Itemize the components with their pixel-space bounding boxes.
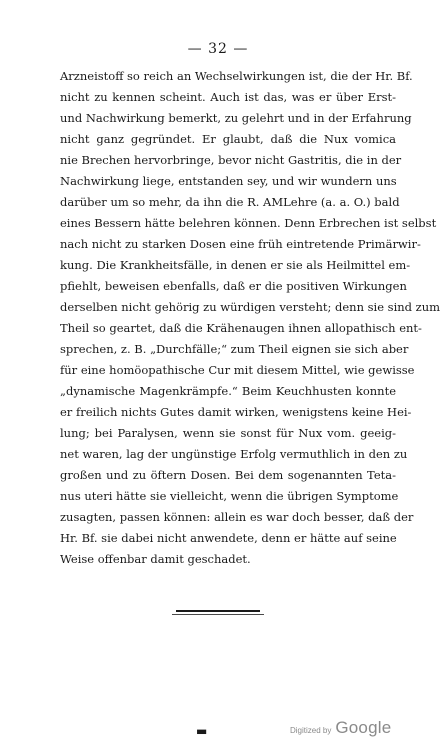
text-line: Theil so geartet, daß die Krähenaugen ihnen allopathisch ent- [60, 321, 422, 335]
page-number: — 32 — [187, 41, 249, 57]
text-line: nach nicht zu starken Dosen eine früh eintretende Primärwir- [60, 237, 421, 251]
section-divider [176, 610, 260, 612]
text-line: er freilich nichts Gutes damit wirken, wenigstens keine Hei- [60, 405, 412, 419]
watermark-prefix: Digitized by [290, 726, 332, 735]
text-line: und Nachwirkung bemerkt, zu gelehrt und in der Erfahrung [60, 111, 412, 125]
digitized-watermark [290, 718, 391, 738]
text-line: Arzneistoff so reich an Wechselwirkungen ist, die der Hr. Bf. [60, 69, 413, 83]
text-line: nus uteri hätte sie vielleicht, wenn die übrigen Symptome [60, 489, 399, 503]
text-line: pfiehlt, beweisen ebenfalls, daß er die positiven Wirkungen [60, 279, 407, 293]
text-line: Weise offenbar damit geschadet. [60, 552, 251, 566]
text-line: nicht zu kennen scheint. Auch ist das, was er über Erst- [60, 90, 396, 104]
text-line: derselben nicht gehörig zu würdigen versteht; denn sie sind zum [60, 300, 440, 314]
text-line: nicht ganz gegründet. Er glaubt, daß die Nux vomica [60, 132, 396, 146]
text-line: net waren, lag der ungünstige Erfolg vermuthlich in den zu [60, 447, 408, 461]
text-line: großen und zu öftern Dosen. Bei dem sogenannten Teta- [60, 468, 396, 482]
text-line: eines Bessern hätte belehren können. Denn Erbrechen ist selbst [60, 216, 437, 230]
text-line: kung. Die Krankheitsfälle, in denen er sie als Heilmittel em- [60, 258, 411, 272]
text-line: Hr. Bf. sie dabei nicht anwendete, denn er hätte auf seine [60, 531, 397, 545]
text-line: sprechen, z. B. „Durchfälle;“ zum Theil eignen sie sich aber [60, 342, 409, 356]
google-logo: Google [335, 718, 392, 737]
text-line: Nachwirkung liege, entstanden sey, und wir wundern uns [60, 174, 397, 188]
text-line: zusagten, passen können: allein es war doch besser, daß der [60, 510, 414, 524]
footer-mark: ▬ [196, 724, 208, 738]
body-text [60, 66, 440, 570]
text-line: „dynamische Magenkrämpfe.“ Beim Keuchhusten konnte [60, 384, 396, 398]
text-line: darüber um so mehr, da ihn die R. AMLehre (a. a. O.) bald [60, 195, 400, 209]
text-line: nie Brechen hervorbringe, bevor nicht Gastritis, die in der [60, 153, 402, 167]
text-line: lung; bei Paralysen, wenn sie sonst für Nux vom. geeig- [60, 426, 396, 440]
text-line: für eine homöopathische Cur mit diesem Mittel, wie gewisse [60, 363, 415, 377]
